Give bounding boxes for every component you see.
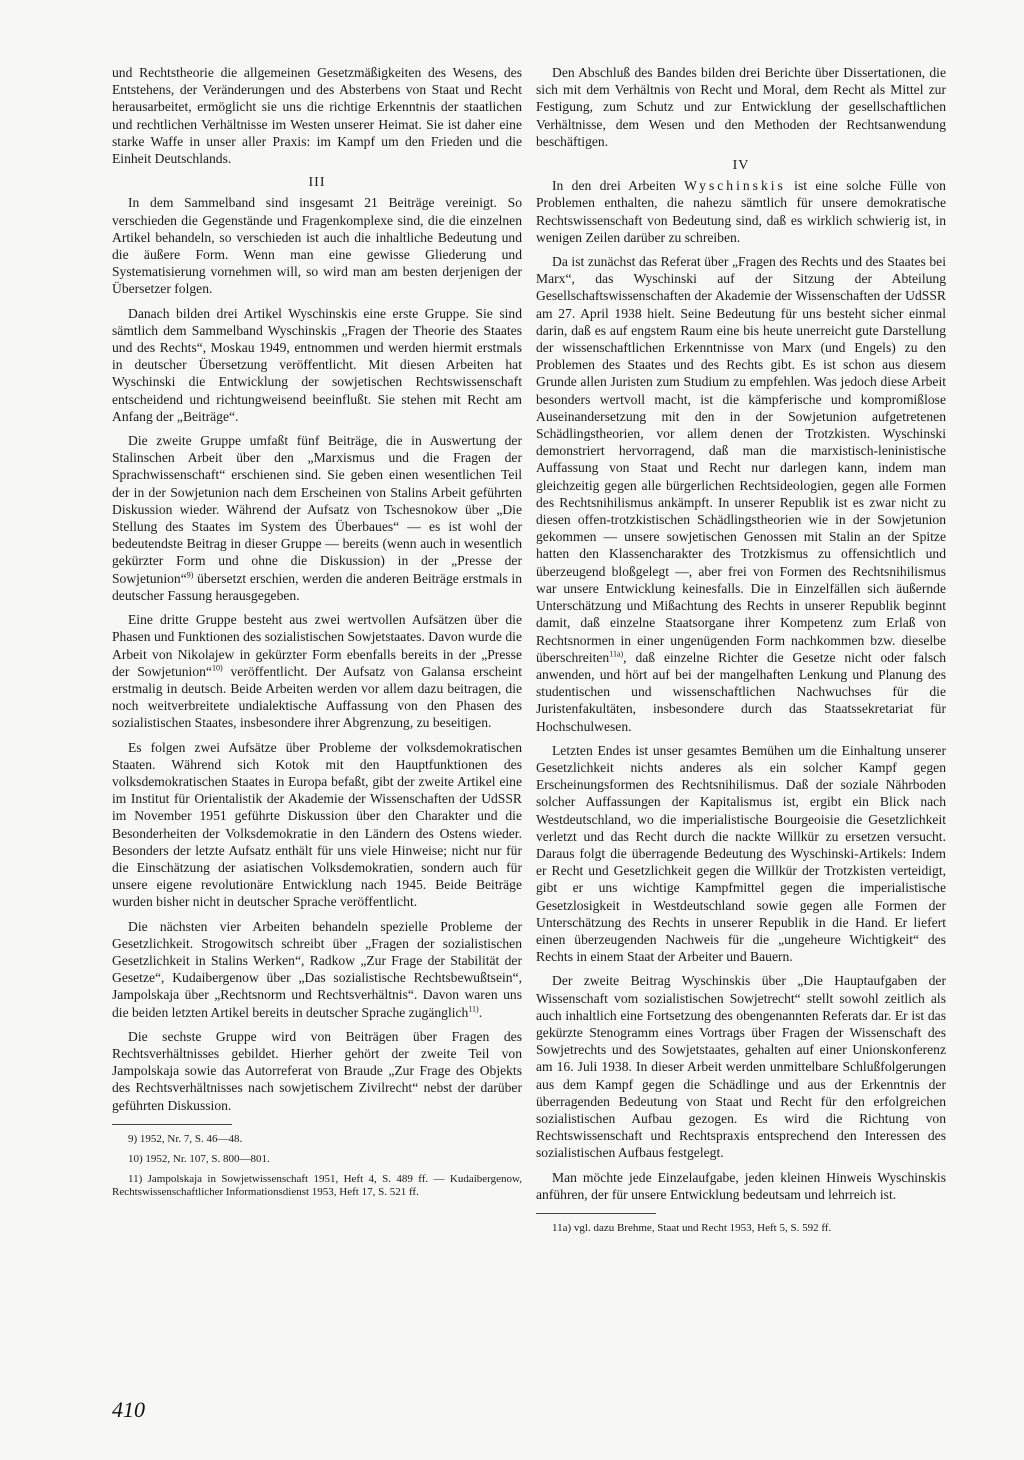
section-heading-iv: IV — [732, 158, 750, 174]
footnote-ref: 11a) — [609, 649, 624, 659]
paragraph — [536, 253, 946, 735]
paragraph — [112, 918, 522, 1021]
left-column — [112, 64, 522, 1207]
paragraph — [112, 611, 522, 731]
text: ist eine solche Fülle von Problemen enthalten, die nahezu sämtlich für unsere demokratische Rechtswissenschaft von Bedeutung sind, daß es wirklich schwierig ist, in wenigen Zeilen darüber zu schreiben. — [536, 178, 946, 245]
text: Eine dritte Gruppe besteht aus zwei wertvollen Aufsätzen über die Phasen und Funktionen des sozialistischen Sowjetstaates. Davon wurde die Arbeit von Nikolajew in gekürzter Form ebenfalls bereits in der „Presse der Sowjetunion“ — [112, 612, 522, 679]
author-name: Wyschinskis — [684, 178, 786, 194]
paragraph: Letzten Endes ist unser gesamtes Bemühen um die Einhaltung unserer Gesetzlichkeit nichts anderes als ein solcher Kampf gegen Erscheinungsformen des Rechtsnihilismus. Daß der soziale Nährboden solcher Auffassungen der Kapitalismus ist, ergibt ein Blick nach Westdeutschland, wo die imperialistische Bourgeoisie die Gesetzlichkeit verletzt und das Recht durch die nackte Willkür zu ersetzen versucht. Daraus folgt die überragende Bedeutung des Wyschinski-Artikels: Indem er Recht und Gesetzlichkeit gegen die Willkür der Trotzkisten verteidigt, gibt er uns wichtige Kampfmittel gegen die imperialistische Gesetzlosigkeit in Westdeutschland sowie gegen alle Formen der Unterschätzung des Rechts in unserer Republik in die Hand. Er liefert einen überzeugenden Nachweis für die „ungeheure Wichtigkeit“ des Rechts in einem Staat der Arbeiter und Bauern. — [536, 742, 946, 965]
paragraph: Danach bilden drei Artikel Wyschinskis eine erste Gruppe. Sie sind sämtlich dem Sammelband Wyschinskis „Fragen der Theorie des Staates und des Rechts“, Moskau 1949, entnommen und werden hiermit erstmals in deutscher Übersetzung veröffentlicht. Mit diesen Arbeiten hat Wyschinski die Entwicklung der sowjetischen Rechtswissenschaft entscheidend und richtungweisend beeinflußt. Sie stehen mit Recht am Anfang der „Beiträge“. — [112, 305, 522, 424]
footnote-ref: 9) — [186, 570, 194, 580]
page-number: 410 — [112, 1397, 145, 1422]
footnote-11: 11) Jampolskaja in Sowjetwissenschaft 1951, Heft 4, S. 489 ff. — Kudaibergenow, Rechtswissenschaftlicher Informationsdienst 1953, Heft 17, S. 521 ff. — [112, 1173, 522, 1199]
paragraph: Man möchte jede Einzelaufgabe, jeden kleinen Hinweis Wyschinskis anführen, der für unsere Entwicklung bedeutsam und lehrreich ist. — [536, 1169, 946, 1202]
paragraph: Die sechste Gruppe wird von Beiträgen über Fragen des Rechtsverhältnisses gebildet. Hierher gehört der zweite Teil von Jampolskaja sowie das Autorreferat von Braude „Zur Frage des Objekts des Rechtsverhältnisses nach sowjetischem Zivilrecht“ nebst der darüber geführten Diskussion. — [112, 1028, 522, 1113]
paragraph: In dem Sammelband sind insgesamt 21 Beiträge vereinigt. So verschieden die Gegenstände und Fragenkomplexe sind, die die einzelnen Artikel behandeln, so verschieden ist auch die inhaltliche Bedeutung und die äußere Form. Wenn man eine gewisse Gliederung und Systematisierung vornehmen will, so wird man am besten derjenigen der Übersetzer folgen. — [112, 195, 522, 297]
text: , daß einzelne Richter die Gesetze nicht oder falsch anwenden, und hört auf bei der mangelhaften Lenkung und Planung des studentischen und wissenschaftlichen Nachwuchses für die Juristenfakultäten, insbesondere durch das Staatssekretariat für Hochschulwesen. — [536, 649, 946, 734]
footnote-divider — [112, 1124, 232, 1125]
text: Die zweite Gruppe umfaßt fünf Beiträge, die in Auswertung der Stalinschen Arbeit über den „Marxismus und die Fragen der Sprachwissenschaft“ erschienen sind. Sie geben einen wesentlichen Teil der in der Sowjetunion nach dem Erscheinen von Stalins Arbeit geführten Diskussion wieder. Während der Aufsatz von Tschesnokow über „Die Stellung des Staates im System des Überbaues“ — es ist wohl der bedeutendste Beitrag in dieser Gruppe — bereits (wenn auch in wesentlich gekürzter Form und ohne die Diskussion) in der „Presse der Sowjetunion“ — [112, 433, 522, 586]
section-heading-iii: III — [308, 175, 326, 191]
right-column — [536, 64, 946, 1242]
paragraph: und Rechtstheorie die allgemeinen Gesetzmäßigkeiten des Wesens, des Entstehens, der Veränderungen und des Absterbens von Staat und Recht herausarbeitet, ermöglicht sie uns die richtige Erkenntnis der staatlichen und rechtlichen Verhältnisse im Westen unserer Heimat. Sie ist daher eine starke Waffe in unser aller Praxis: im Kampf um den Frieden und die Einheit Deutschlands. — [112, 65, 522, 167]
paragraph: Der zweite Beitrag Wyschinskis über „Die Hauptaufgaben der Wissenschaft vom sozialistischen Sowjetrecht“ stellt sowohl zeitlich als auch inhaltlich eine Fortsetzung des obengenannten Referats dar. Er ist das gekürzte Stenogramm eines Vortrags über Fragen der Wissenschaft des Sowjetrechts und des Sowjetstaates, gehalten auf einer Unionskonferenz am 16. Juli 1938. In dieser Arbeit werden unmittelbare Schlußfolgerungen aus dem Kampf gegen die Schädlinge und aus der Erkenntnis der überragenden Bedeutung von Staat und Recht für den erfolgreichen sozialistischen Aufbau gezogen. Es wird die Richtung von Rechtswissenschaft und Rechtspraxis entsprechend den Interessen des sozialistischen Aufbaus festgelegt. — [536, 973, 946, 1161]
paragraph: Den Abschluß des Bandes bilden drei Berichte über Dissertationen, die sich mit dem Verhältnis von Recht und Moral, dem Recht als Mittel zur Festigung, zum Schutz und zur Entwicklung der gesellschaftlichen Verhältnisse, dem Wesen und den Methoden der Rechtsanwendung beschäftigen. — [536, 65, 946, 149]
footnote-ref: 10) — [211, 663, 223, 673]
footnote-divider — [536, 1213, 656, 1214]
footnote-9: 9) 1952, Nr. 7, S. 46—48. — [128, 1132, 243, 1145]
footnote-10: 10) 1952, Nr. 107, S. 800—801. — [128, 1152, 270, 1165]
text: . — [478, 1004, 483, 1020]
footnote-11a: 11a) vgl. dazu Brehme, Staat und Recht 1953, Heft 5, S. 592 ff. — [552, 1222, 832, 1234]
footnote-ref: 11) — [468, 1004, 479, 1014]
text: Da ist zunächst das Referat über „Fragen des Rechts und des Staates bei Marx“, das Wyschinski auf der Sitzung der Abteilung Gesellschaftswissenschaften der Akademie der Wissenschaften der UdSSR am 27. April 1938 hielt. Seine Bedeutung für uns besteht sicher einmal darin, daß es auf engstem Raum eine bis heute unerreicht gute Darstellung der wissenschaftlichen Erkenntnisse von Marx (und Engels) zu den Problemen des Staates und des Rechts gibt. Es ist schon aus diesem Grunde allen Juristen zum Studium zu empfehlen. Was jedoch diese Arbeit besonders wertvoll macht, ist die kämpferische und kompromißlose Auseinandersetzung mit den in der Sowjetunion aufgetretenen Schädlingstheorien, vor allem denen der Trotzkisten. Wyschinski demonstriert hervorragend, daß man die marxistisch-leninistische Auffassung von Staat und Recht nur darlegen kann, indem man gleichzeitig gegen alle bürgerlichen Rechtsideologien, gegen alle Formen des Rechtsnihilismus ankämpft. In unserer Republik ist es zwar nicht zu diesen offen-trotzkistischen Schädlingstheorien wie in der Sowjetunion gekommen — unsere sowjetischen Genossen mit Stalin an der Spitze hatten den Klassencharakter des Trotzkismus zu offensichtlich und überzeugend bloßgelegt —, aber frei von Formen des Rechtsnihilismus war unsere Entwicklung keinesfalls. Die in Einzelfällen sich äußernde Unterschätzung und Mißachtung des Rechts in unserer Republik beginnt damit, daß einzelne Staatsorgane ihrer Kompetenz zum Erlaß von Rechtsnormen in einer ungenügenden Form nachkommen bzw. dieselbe überschreiten — [536, 254, 946, 665]
text: veröffentlicht. Der Aufsatz von Galansa erscheint erstmalig in deutsch. Beide Arbeiten werden vor allem dazu beitragen, die noch weitverbreitete undialektische Auffassung von den Phasen des sozialistischen Staates, insbesondere ihrer Abgrenzung, zu beseitigen. — [112, 663, 522, 731]
text: übersetzt erschien, werden die anderen Beiträge erstmals in deutscher Fassung herausgegeben. — [112, 570, 522, 603]
paragraph: Es folgen zwei Aufsätze über Probleme der volksdemokratischen Staaten. Während sich Kotok mit den Hauptfunktionen des volksdemokratischen Staates in Europa befaßt, gibt der zweite Artikel eine im Institut für Orientalistik der Akademie der Wissenschaften der UdSSR im November 1951 geführte Diskussion über den Charakter und die Besonderheiten der Volksdemokratie in den Ländern des Ostens wieder. Besonders der letzte Aufsatz enthält für uns viele Hinweise; nicht nur für die Einschätzung der asiatischen Volksdemokratien, sondern auch für unsere eigene revolutionäre Entwicklung nach 1945. Beide Beiträge wurden bisher nicht in deutscher Sprache veröffentlicht. — [112, 739, 522, 910]
text: In den drei Arbeiten — [552, 178, 685, 194]
text: Die nächsten vier Arbeiten behandeln spezielle Probleme der Gesetzlichkeit. Strogowitsch schreibt über „Fragen der sozialistischen Gesetzlichkeit in Stalins Werken“, Radkow „Zur Frage der Stabilität der Gesetze“, Kudaibergenow über „Das sozialistische Rechtsbewußtsein“, Jampolskaja über „Rechtsnorm und Rechtsverhältnis“. Davon waren uns die beiden letzten Artikel bereits in deutscher Sprache zugänglich — [112, 918, 522, 1020]
paragraph — [112, 432, 522, 604]
paragraph — [536, 177, 946, 246]
